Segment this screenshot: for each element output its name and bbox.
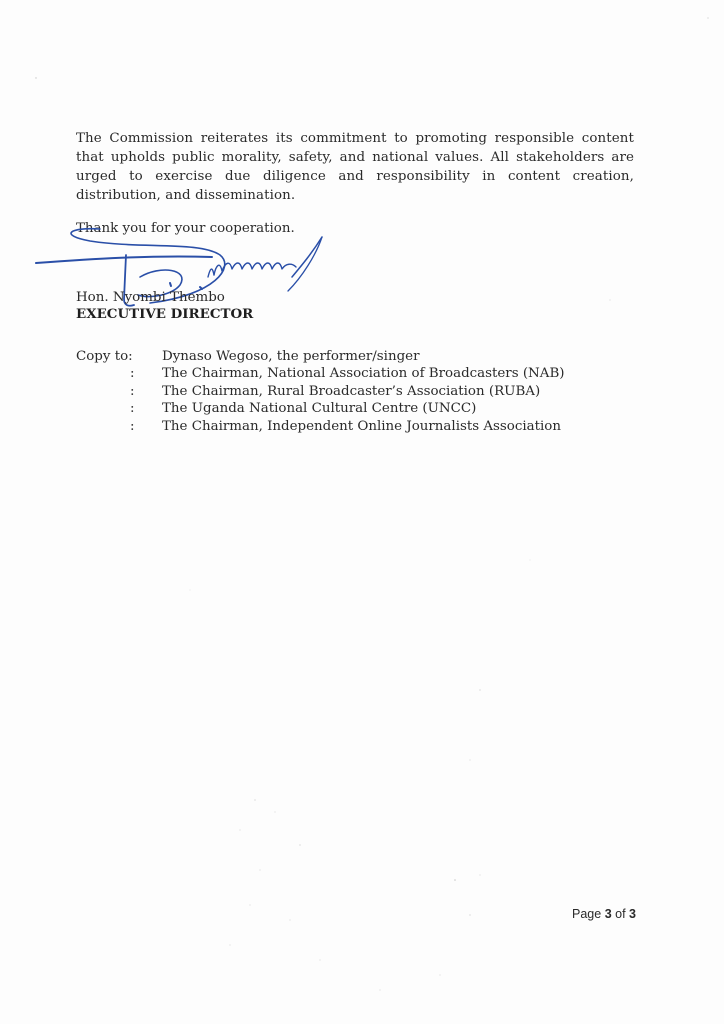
page-total: 3 (629, 907, 636, 921)
copy-to-recipient: The Chairman, Independent Online Journalists Association (162, 418, 561, 434)
copy-to-recipient: The Uganda National Cultural Centre (UNCC) (162, 401, 477, 417)
page-number (572, 907, 636, 921)
signatory-name: Hon. Nyombi Thembo (76, 290, 225, 305)
copy-to-row (76, 365, 636, 382)
copy-to-row (76, 418, 636, 435)
copy-to-separator: : (130, 418, 135, 434)
copy-to-row (76, 383, 636, 400)
signatory-title: EXECUTIVE DIRECTOR (76, 306, 254, 322)
of-word: of (615, 907, 626, 921)
closing-paragraph: The Commission reiterates its commitment to promoting responsible content that upholds public morality, safety, and national values. All stakeholders are urged to exercise due diligence and responsibility in content creation, distribution, and dissemination. (76, 131, 634, 203)
copy-to-label: Copy to: (76, 349, 133, 364)
copy-to-row (76, 400, 636, 417)
page-word: Page (572, 907, 602, 921)
copy-to-list (76, 348, 636, 435)
copy-to-recipient: The Chairman, Rural Broadcaster’s Association (RUBA) (162, 383, 541, 399)
copy-to-separator: : (130, 366, 135, 382)
copy-to-recipient: Dynaso Wegoso, the performer/singer (162, 349, 420, 364)
page-current: 3 (604, 907, 612, 921)
copy-to-separator: : (130, 401, 135, 417)
copy-to-recipient: The Chairman, National Association of Broadcasters (NAB) (162, 366, 565, 382)
thanks-line: Thank you for your cooperation. (76, 221, 295, 236)
copy-to-row (76, 348, 636, 365)
copy-to-separator: : (130, 383, 135, 399)
